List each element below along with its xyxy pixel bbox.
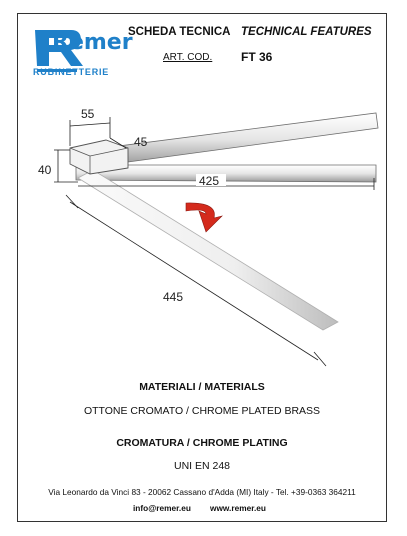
- brand-name: Remer: [52, 30, 133, 55]
- plating-value: UNI EN 248: [173, 460, 231, 472]
- dimension-depth-label: 45: [134, 135, 148, 149]
- materials-title: MATERIALI / MATERIALS: [139, 381, 265, 393]
- brand-subtitle: RUBINETTERIE: [33, 67, 110, 77]
- dimension-width-label: 55: [81, 107, 95, 121]
- rotation-arrow-icon: [186, 203, 222, 232]
- title-english: TECHNICAL FEATURES: [241, 26, 372, 38]
- plating-title: CROMATURA / CHROME PLATING: [116, 437, 288, 449]
- website-link[interactable]: www.remer.eu: [210, 503, 266, 513]
- title-italian: SCHEDA TECNICA: [128, 26, 231, 38]
- product-drawing: [18, 90, 386, 380]
- materials-value: OTTONE CROMATO / CHROME PLATED BRASS: [83, 405, 321, 417]
- dimension-height-label: 40: [38, 163, 52, 177]
- dimension-swing-length-label: 445: [163, 290, 184, 304]
- swing-arm: [78, 170, 338, 330]
- dimension-bar-length-label: 425: [199, 174, 220, 188]
- article-code: FT 36: [241, 50, 273, 64]
- company-address: Via Leonardo da Vinci 83 - 20062 Cassano d'Adda (MI) Italy - Tel. +39-0363 364211: [48, 487, 356, 497]
- email-link[interactable]: info@remer.eu: [133, 503, 191, 513]
- dimension-swing-length: [66, 195, 326, 366]
- article-code-label: ART. COD.: [163, 52, 213, 63]
